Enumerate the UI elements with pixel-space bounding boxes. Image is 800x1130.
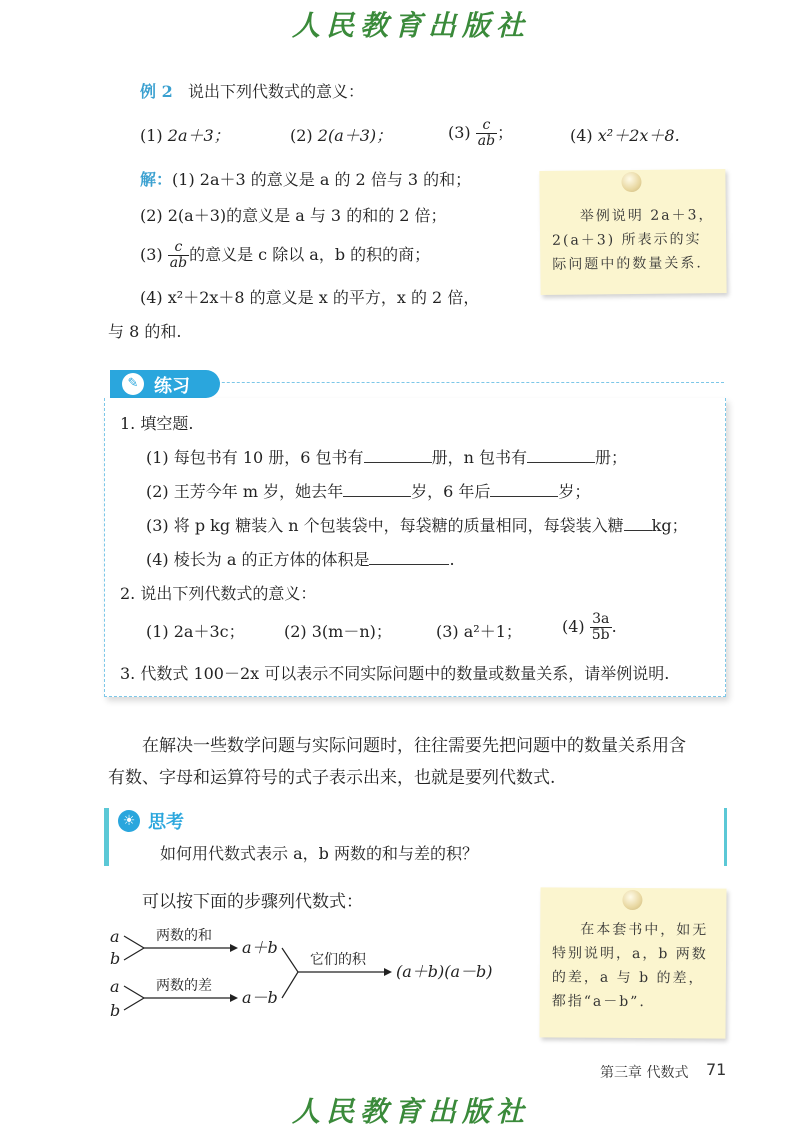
practice-q1-item-2: (2) 王芳今年 m 岁，她去年 岁，6 年后 岁； [146, 482, 591, 501]
expr-product: (a＋b)(a－b) [396, 962, 493, 981]
think-title: 思考 [148, 812, 184, 833]
pin-icon [622, 890, 642, 910]
fraction: $\frac{c}{ab}$ [169, 239, 188, 271]
note-1-text: 举例说明 2a＋3，2(a＋3) 所表示的实际问题中的数量关系. [552, 207, 715, 273]
expr-diff: a－b [242, 988, 278, 1007]
practice-q1: 1. 填空题. [120, 414, 194, 433]
answer-blank[interactable] [364, 448, 432, 463]
step-diagram [106, 920, 526, 1030]
arrowhead-sum [230, 944, 238, 952]
solution-line-1: 解：(1) 2a＋3 的意义是 a 的 2 倍与 3 的和； [140, 170, 472, 189]
practice-q2: 2. 说出下列代数式的意义： [120, 584, 317, 603]
sticky-note-2 [539, 887, 726, 1038]
practice-title: 练习 [154, 376, 190, 397]
publisher-logo-bottom: 人民教育出版社 [292, 1095, 531, 1128]
practice-q2-item-4: (4) $\frac{3a}{5b}$ . [562, 611, 617, 643]
practice-q1-item-1: (1) 每包书有 10 册，6 包书有 册，n 包书有 册； [146, 448, 627, 467]
think-text: 如何用代数式表示 a，b 两数的和与差的积？ [160, 844, 478, 863]
paragraph-line-1: 在解决一些数学问题与实际问题时，往往需要先把问题中的数量关系用含 [142, 736, 686, 756]
label-sum: 两数的和 [156, 928, 212, 944]
fraction: $\frac{c}{ab}$ [477, 117, 496, 149]
solution-label: 解： [140, 170, 173, 189]
answer-blank[interactable] [527, 448, 595, 463]
practice-q2-item-1: (1) 2a＋3c； [146, 622, 245, 641]
practice-q1-item-3: (3) 将 p kg 糖装入 n 个包装袋中，每袋糖的质量相同，每袋装入糖 kg； [146, 516, 688, 535]
arrowhead-product [384, 968, 392, 976]
example-item-3: (3) $\frac{c}{ab}$ ； [448, 117, 514, 149]
example-item-2: (2) 2(a＋3)； [290, 126, 393, 145]
fraction: $\frac{3a}{5b}$ [591, 611, 610, 643]
merge-bracket-top [124, 936, 144, 960]
lightbulb-icon: ☀ [118, 810, 140, 832]
var-a-2: a [110, 977, 120, 996]
answer-blank[interactable] [343, 482, 411, 497]
practice-q3: 3. 代数式 100－2x 可以表示不同实际问题中的数量或数量关系，请举例说明. [120, 664, 670, 683]
note-2-text: 在本套书中，如无特别说明，a，b 两数的差，a 与 b 的差，都指“a－b”. [551, 921, 709, 1011]
example-prompt: 说出下列代数式的意义： [187, 82, 364, 101]
pin-icon [621, 172, 641, 192]
answer-blank[interactable] [624, 516, 652, 531]
solution-line-2: (2) 2(a＋3)的意义是 a 与 3 的和的 2 倍； [140, 206, 447, 225]
answer-blank[interactable] [490, 482, 558, 497]
example-item-1: (1) 2a＋3； [140, 126, 230, 145]
steps-intro: 可以按下面的步骤列代数式： [142, 892, 363, 912]
solution-line-5: 与 8 的和. [108, 322, 182, 341]
footer-page-number: 71 [706, 1060, 727, 1079]
merge-bracket-bottom [124, 986, 144, 1010]
publisher-logo-top: 人民教育出版社 [292, 9, 531, 42]
solution-line-3: (3) $\frac{c}{ab}$ 的意义是 c 除以 a，b 的积的商； [140, 239, 431, 271]
example-heading [140, 80, 364, 104]
practice-q2-item-3: (3) a²＋1； [436, 622, 522, 641]
label-product: 它们的积 [310, 952, 366, 968]
paragraph-line-2: 有数、字母和运算符号的式子表示出来，也就是要列代数式. [108, 768, 556, 788]
practice-q2-item-2: (2) 3(m－n)； [284, 622, 392, 641]
practice-header [110, 370, 220, 398]
merge-bracket-product [282, 948, 298, 998]
example-item-4: (4) x²＋2x＋8. [570, 126, 680, 145]
pencil-icon: ✎ [122, 373, 144, 395]
var-b-1: b [110, 949, 121, 968]
practice-q1-item-4: (4) 棱长为 a 的正方体的体积是 . [146, 550, 455, 569]
solution-line-4: (4) x²＋2x＋8 的意义是 x 的平方，x 的 2 倍， [140, 288, 480, 307]
var-a-1: a [110, 927, 120, 946]
think-left-bar [104, 808, 109, 866]
arrowhead-diff [230, 994, 238, 1002]
answer-blank[interactable] [369, 550, 449, 565]
expr-sum: a＋b [242, 938, 278, 957]
label-diff: 两数的差 [156, 978, 212, 994]
think-right-bar [724, 808, 727, 866]
var-b-2: b [110, 1001, 121, 1020]
example-label: 例 2 [140, 82, 173, 101]
sticky-note-1 [539, 169, 726, 295]
footer-chapter: 第三章 代数式 [600, 1065, 689, 1081]
